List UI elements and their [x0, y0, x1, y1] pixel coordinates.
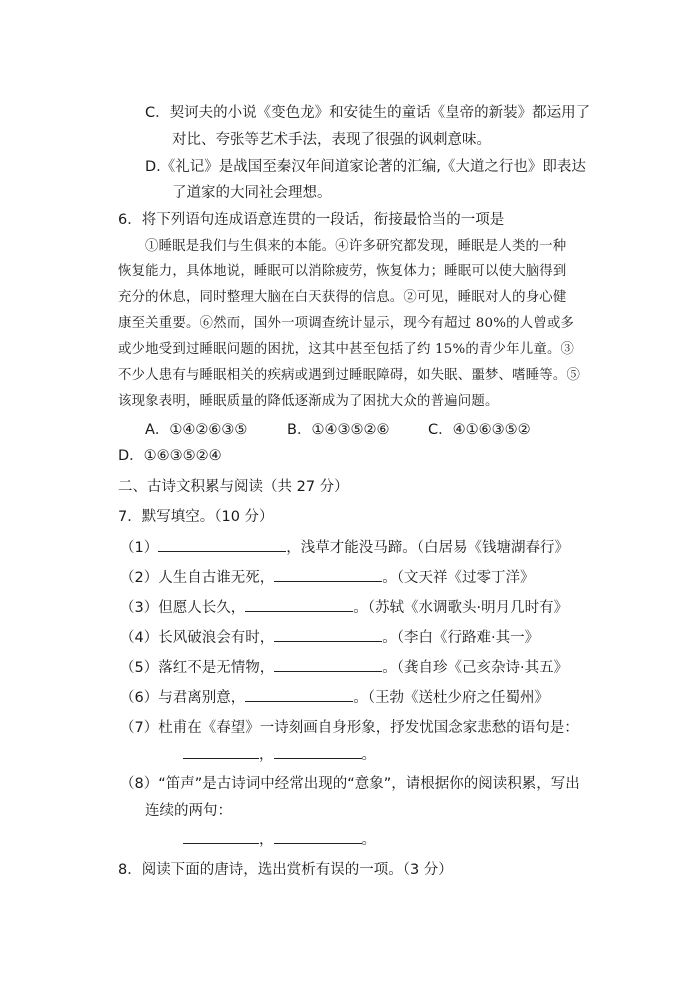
q6-passage-line: 该现象表明，睡眠质量的降低逐渐成为了困扰大众的普遍问题。 — [118, 394, 499, 409]
item-suffix: 。（文天祥《过零丁洋》 — [382, 570, 535, 586]
item-number: （5） — [120, 660, 159, 676]
period: 。 — [361, 832, 376, 848]
item-number: （4） — [120, 630, 159, 646]
q7-item-6 — [120, 687, 549, 708]
option-d-line2: 了道家的大同社会理想。 — [172, 185, 332, 201]
q6-passage-line: 恢复能力，具体地说，睡眠可以消除疲劳，恢复体力；睡眠可以使大脑得到 — [118, 264, 567, 279]
q6-passage-line: 充分的休息，同时整理大脑在白天获得的信息。②可见，睡眠对人的身心健 — [118, 290, 567, 305]
item-prefix: 但愿人长久， — [158, 600, 246, 616]
section-heading: 二、古诗文积累与阅读（共 27 分） — [118, 479, 349, 495]
q7-item-8-line2: 连续的两句： — [145, 803, 232, 819]
comma: ， — [259, 832, 274, 848]
item-number: （2） — [120, 570, 159, 586]
item-suffix: 。（王勃《送杜少府之任蜀州》 — [353, 690, 549, 706]
q7-item-8 — [120, 774, 580, 794]
q7-item-7 — [120, 718, 579, 738]
item-prefix: 与君离别意， — [158, 690, 246, 706]
q6-passage-line: 不少人患有与睡眠相关的疾病或遇到过睡眠障碍，如失眠、噩梦、嗜睡等。⑤ — [118, 368, 581, 383]
item-suffix: 。（龚自珍《己亥杂诗·其五》 — [382, 660, 569, 676]
item-number: （7） — [120, 720, 159, 736]
item-suffix: 。（李白《行路难·其一》 — [382, 630, 540, 646]
q7-item-3 — [120, 597, 568, 618]
answer-blank[interactable] — [274, 627, 382, 642]
q7-item-7-answer — [183, 744, 376, 765]
answer-blank[interactable] — [274, 744, 362, 759]
answer-blank[interactable] — [158, 537, 286, 552]
option-c-line2: 对比、夸张等艺术手法，表现了很强的讽刺意味。 — [172, 132, 491, 148]
item-prefix: 落红不是无情物， — [158, 660, 275, 676]
answer-blank[interactable] — [245, 597, 353, 612]
q7-item-5 — [120, 657, 568, 678]
q7-stem: 7．默写填空。（10 分） — [118, 509, 274, 525]
q7-item-1 — [120, 537, 569, 558]
answer-blank[interactable] — [274, 657, 382, 672]
q7-item-8-answer — [183, 829, 376, 850]
q6-passage-line: 或少地受到过睡眠问题的困扰，这其中甚至包括了约 15%的青少年儿童。③ — [118, 342, 575, 357]
q7-item-2 — [120, 567, 534, 588]
answer-blank[interactable] — [274, 567, 382, 582]
answer-blank[interactable] — [245, 687, 353, 702]
item-number: （3） — [120, 600, 159, 616]
period: 。 — [361, 747, 376, 763]
q8-stem: 8．阅读下面的唐诗，选出赏析有误的一项。（3 分） — [118, 862, 453, 878]
q6-option-a: A．①④②⑥③⑤ — [145, 422, 248, 438]
option-c-line1: C．契诃夫的小说《变色龙》和安徒生的童话《皇帝的新装》都运用了 — [145, 105, 591, 121]
q6-passage-line: ①睡眠是我们与生俱来的本能。④许多研究都发现，睡眠是人类的一种 — [145, 239, 567, 254]
item-text: 杜甫在《春望》一诗刻画自身形象，抒发忧国念家悲愁的语句是： — [158, 720, 579, 736]
item-number: （6） — [120, 690, 159, 706]
item-text: “笛声”是古诗词中经常出现的“意象”，请根据你的阅读积累，写出 — [158, 776, 580, 792]
q6-passage-line: 康至关重要。⑥然而，国外一项调查统计显示，现今有超过 80%的人曾或多 — [118, 316, 575, 331]
item-number: （8） — [120, 776, 159, 792]
option-d-line1: D.《礼记》是战国至秦汉年间道家论著的汇编,《大道之行也》即表达 — [145, 159, 586, 175]
answer-blank[interactable] — [274, 829, 362, 844]
item-suffix: 。（苏轼《水调歌头·明月几时有》 — [353, 600, 569, 616]
item-number: （1） — [120, 540, 159, 556]
q6-option-d: D．①⑥③⑤②④ — [118, 448, 222, 464]
q7-item-4 — [120, 627, 539, 648]
answer-blank[interactable] — [183, 829, 259, 844]
q6-option-b: B．①④③⑤②⑥ — [287, 422, 390, 438]
q6-option-c: C．④①⑥③⑤② — [428, 422, 531, 438]
q6-stem: 6．将下列语句连成语意连贯的一段话，衔接最恰当的一项是 — [118, 212, 505, 228]
item-suffix: ，浅草才能没马蹄。（白居易《钱塘湖春行》 — [286, 540, 569, 556]
answer-blank[interactable] — [183, 744, 259, 759]
item-prefix: 长风破浪会有时， — [158, 630, 275, 646]
item-prefix: 人生自古谁无死， — [158, 570, 275, 586]
comma: ， — [259, 747, 274, 763]
